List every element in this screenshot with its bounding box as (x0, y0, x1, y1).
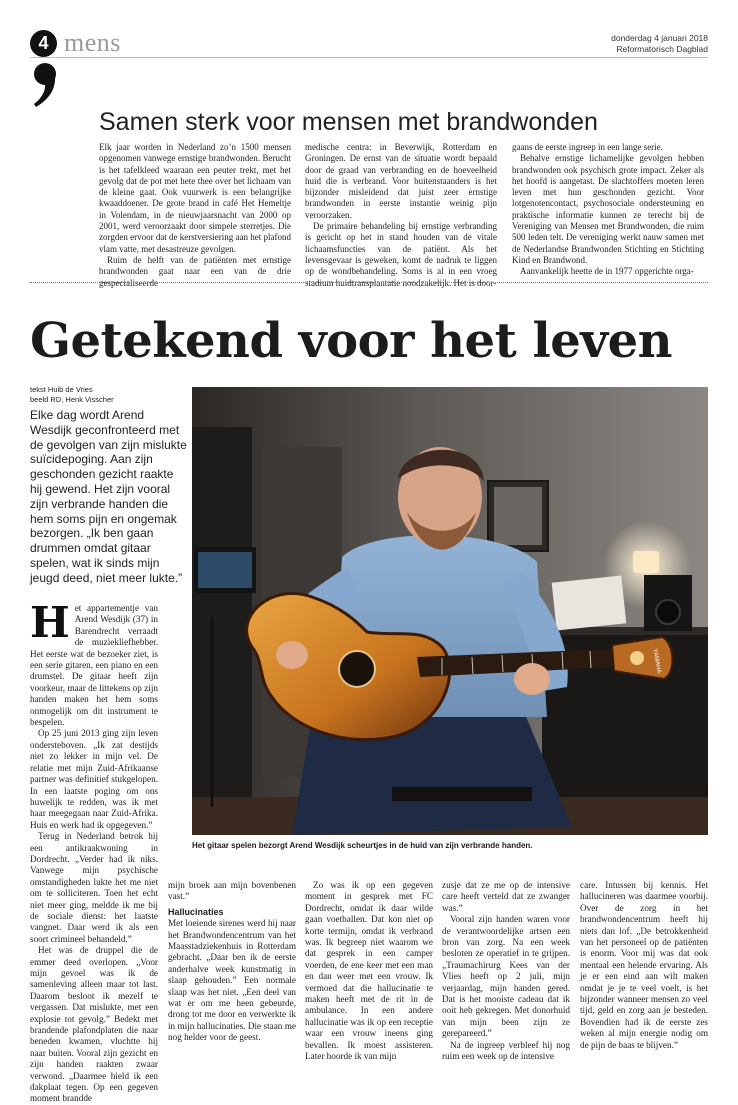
paragraph: zusje dat ze me op de intensive care heeft verteld dat ze zwanger was.” (442, 880, 570, 913)
body-col-5 (580, 880, 708, 1051)
guitar-player-illustration (192, 387, 708, 835)
top-article-col-2 (305, 142, 497, 289)
paragraph: Na de ingreep verbleef hij nog ruim een week op de intensive (442, 1039, 570, 1062)
paragraph: Elk jaar worden in Nederland zo’n 1500 mensen opgenomen vanwege ernstige brandwonden. Berucht is het tafelkleed waaraan een peuter trekt, met het gevolg dat de pot met hete thee over het lichaam van de kleine gaat. Ook vuurwerk is een belangrijke kwaaddoener. De grote brand in café Het Hemeltje in Volendam, in de nieuwjaarsnacht van 2000 op 2001, werd veroorzaakt door simpele sterretjes. Die zorgden ervoor dat de kerstversiering aan het plafond vlam vatte, met desastreuze gevolgen. (99, 142, 292, 254)
body-col-3 (305, 880, 433, 1063)
paragraph: care. Intussen bij kennis. Het hallucineren was daarmee voorbij. Over de zorg in het brandwondencentrum heeft hij niets dan lof. „De betrokkenheid van het personeel op de patiënten is enorm. Voor mij was dat ook mentaal een helende ervaring. Als je er een eind aan wilt maken omdat je je te veel voelt, is het bijzonder wanneer mensen zo veel tijd, geld en zorg aan je besteden. Bovendien had ik de eerste zes weken al mijn energie nodig om de pijn de baas te blijven.” (580, 880, 708, 1050)
main-headline: Getekend voor het leven (30, 313, 673, 369)
article-photo (192, 387, 708, 835)
header-date (611, 33, 708, 55)
header-rule (30, 57, 708, 58)
section-title: mens (64, 28, 121, 57)
paragraph: gaans de eerste ingreep in een lange serie. (512, 142, 663, 152)
date-text: donderdag 4 januari 2018 (611, 33, 708, 43)
paragraph: Met loeiende sirenes werd hij naar het Brandwondencentrum van het Maasstadziekenhuis in Rotterdam gebracht. „Daar ben ik de eerste anderhalve week kunstmatig in slaap gehouden.” Een normale slaap was het niet. „Een deel van wat er om me heen gebeurde, drong tot me door en verwerkte ik in mijn hallucinaties. Die staan me nog helder voor de geest. (168, 918, 296, 1043)
credit-photo: beeld RD, Henk Visscher (30, 395, 114, 404)
top-article-title: Samen sterk voor mensen met brandwonden (99, 108, 598, 136)
intro-text: Elke dag wordt Arend Wesdijk geconfronteerd met de gevolgen van zijn mislukte suïcidepoging. Aan zijn geschonden gezicht raakte hij gewend. Het zijn vooral zijn verbrande handen die hem soms pijn en ongemak bezorgen. „Ik ben gaan drummen omdat gitaar spelen, wat ik sinds mijn jeugd deed, niet meer lukte.” (30, 408, 187, 585)
photo-caption: Het gitaar spelen bezorgt Arend Wesdijk scheurtjes in de huid van zijn verbrande handen. (192, 841, 533, 850)
guitar-brand-label: YAMAHA (651, 648, 662, 674)
top-article-col-3 (512, 142, 704, 278)
subheading: Hallucinaties (168, 906, 224, 917)
paragraph: De primaire behandeling bij ernstige verbranding is gericht op het in stand houden van de vitale lichaamsfuncties van de patiënt. Als het levensgevaar is geweken, komt de nadruk te liggen op de wondbehandeling. Soms is al in een vroeg stadium huidtransplantatie noodzakelijk. Het is door- (305, 221, 497, 288)
paragraph: Aanvankelijk heette de in 1977 opgerichte orga- (520, 266, 694, 277)
body-col-1 (30, 598, 158, 1105)
paragraph-text: et appartementje van Arend Wesdijk (37) in Barendrecht verraadt de muziekliefhebber. Het eerste wat de bezoeker ziet, is een serie gitaren, een piano en een drumstel. De gitaar heeft zijn voorkeur, maar de littekens op zijn handen maken het hem soms onmogelijk om dit instrument te bespelen. (30, 603, 158, 728)
paragraph (30, 598, 158, 728)
paragraph: Het was de druppel die de emmer deed overlopen. „Voor mijn gevoel was ik de samenleving alleen maar tot last. Daarom besloot ik mezelf te vergassen. Dat mislukte, met een explosie tot gevolg.” Bedekt met brandende plafondplaten die naar beneden kwamen, vluchtte hij naar buiten. Vooral zijn gezicht en zijn handen raakten zwaar verwond. „Daarmee hield ik een dakplaat tegen. Op een gegeven moment brandde (30, 945, 158, 1104)
paragraph: mijn broek aan mijn bovenbenen vast.” (168, 880, 296, 902)
body-col-4 (442, 880, 570, 1063)
section-divider (30, 282, 708, 283)
paragraph: Behalve ernstige lichamelijke gevolgen hebben brandwonden ook psychisch grote impact. Zeker als het hoofd is aangetast. De slachtoffers moeten leren leven met hun geschonden gezicht. Voor lotgenotencontact, psychosociale ondersteuning en praktische informatie kunnen ze terecht bij de Vereniging van Mensen met Brandwonden, die ruim 500 leden telt. De vereniging werkt nauw samen met de Nederlandse Brandwonden Stichting en Stichting Kind en Brandwond. (512, 153, 704, 265)
paragraph: Terug in Nederland betrok hij een antikraakwoning in Dordrecht. „Verder had ik niks. Vanwege mijn psychische omstandigheden lukte het me niet om te solliciteren. Toen het echt niet meer ging, meldde ik me bij de sociale dienst: het laatste vangnet. Daar werd ik als een soort crimineel behandeld.” (30, 831, 158, 944)
page-number: 4 (30, 30, 57, 57)
publication-name: Reformatorisch Dagblad (616, 44, 708, 54)
comma-logo-icon (28, 62, 62, 108)
paragraph: Zo was ik op een gegeven moment in gesprek met FC Dordrecht, omdat ik daar wilde gaan voetballen. Dat kon niet op korte termijn, omdat ik verbrand was. Ik begreep niet waarom we dat gesprek in een camper voerden, de ene keer met een man en dan weer met een vrouw. Ik vermoed dat die hallucinatie te maken heeft met de rit in de ambulance. In een andere hallucinatie was ik op een receptie waar een vrouw ineens ging bevallen. Ik moest assisteren. Later hoorde ik van mijn (305, 880, 433, 1062)
paragraph: Ruim de helft van de patiënten met ernstige brandwonden gaat naar een van de drie gespecialiseerde (99, 254, 291, 288)
paragraph: medische centra: in Beverwijk, Rotterdam en Groningen. De ernst van de situatie wordt bepaald door de graad van verbranding en de hoeveelheid huid die is verbrand. Voor buitenstaanders is het bijzonder misleidend dat juist zeer ernstige brandwonden in eerste instantie weinig pijn veroorzaken. (305, 142, 497, 220)
drop-cap: H (30, 598, 70, 647)
body-col-2 (168, 880, 296, 1044)
credit-text: tekst Huib de Vries (30, 385, 93, 394)
paragraph: Op 25 juni 2013 ging zijn leven ondersteboven. „Ik zat destijds niet zo lekker in mijn vel. De relatie met mijn Zuid-Afrikaanse partner was definitief stukgelopen. In een laatste poging om ons huwelijk te redden, was ik met haar meegegaan naar Zuid-Afrika. Huis en werk had ik opgegeven.” (30, 728, 158, 830)
paragraph: Vooral zijn handen waren voor de verantwoordelijke artsen een bron van zorg. Na een week besloten ze operatief in te grijpen. „Traumachirurg Kees van der Vlies heeft op 2 juli, mijn verjaardag, mijn handen gered. Dat is het mooiste cadeau dat ik ooit heb gekregen. Met donorhuid van mijn been zijn ze gerepareerd.” (442, 914, 570, 1039)
credits (30, 385, 114, 405)
top-article-col-1 (99, 142, 291, 289)
